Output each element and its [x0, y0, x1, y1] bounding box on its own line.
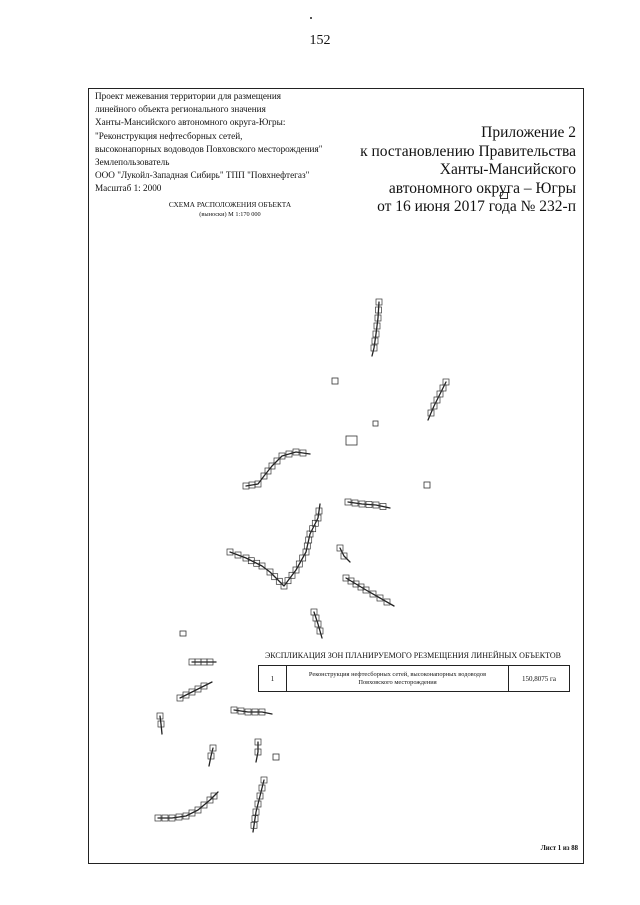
point-marker — [180, 631, 186, 636]
page-number: 152 — [309, 33, 331, 48]
pipeline-segment — [348, 502, 390, 508]
pipeline-segment — [340, 548, 350, 562]
pipeline-segment — [158, 792, 218, 818]
appendix-line: к постановлению Правительства — [360, 142, 576, 160]
appendix-line: автономного округа – Югры — [388, 179, 576, 197]
point-marker — [273, 754, 279, 760]
row-description-cell: Реконструкция нефтесборных сетей, высоконапорных водоводов Повховского месторождения — [287, 666, 509, 691]
project-info-line: Масштаб 1: 2000 — [95, 183, 162, 194]
project-info-line: Землепользователь — [95, 157, 170, 168]
scheme-title: СХЕМА РАСПОЛОЖЕНИЯ ОБЪЕКТА — [168, 200, 292, 209]
row-area-cell: 150,8075 га — [522, 674, 556, 683]
point-marker — [373, 421, 378, 426]
project-info-line: высоконапорных водоводов Повховского месторождения" — [95, 143, 323, 154]
explication-title: ЭКСПЛИКАЦИЯ ЗОН ПЛАНИРУЕМОГО РЕЗМЕЩЕНИЯ ЛИНЕЙНЫХ ОБЪЕКТОВ — [264, 651, 562, 660]
appendix-line: Приложение 2 — [481, 124, 576, 141]
row-number-cell: 1 — [259, 666, 287, 691]
project-info-line: Проект межевания территории для размещения — [95, 91, 281, 101]
appendix-line: от 16 июня 2017 года № 232-п — [377, 198, 576, 215]
project-info-line: ООО "Лукойл-Западная Сибирь" ТПП "Повхнефтегаз" — [95, 170, 310, 181]
pipeline-segment — [428, 382, 446, 420]
explication-table-row — [258, 665, 570, 692]
sheet-label: Лист 1 из 88 — [540, 845, 578, 852]
pipeline-segment — [234, 710, 272, 714]
point-marker — [346, 436, 357, 445]
project-info-line: линейного объекта регионального значения — [95, 104, 266, 115]
project-info-line: Ханты-Мансийского автономного округа-Югры: — [95, 117, 286, 128]
pipeline-segment — [253, 780, 264, 832]
point-marker — [332, 378, 338, 384]
scheme-scale: (выноски) М 1:170 000 — [199, 211, 261, 218]
appendix-line: Ханты-Мансийского — [439, 161, 576, 178]
point-marker — [424, 482, 430, 488]
project-info-line: "Реконструкция нефтесборных сетей, — [95, 130, 243, 141]
